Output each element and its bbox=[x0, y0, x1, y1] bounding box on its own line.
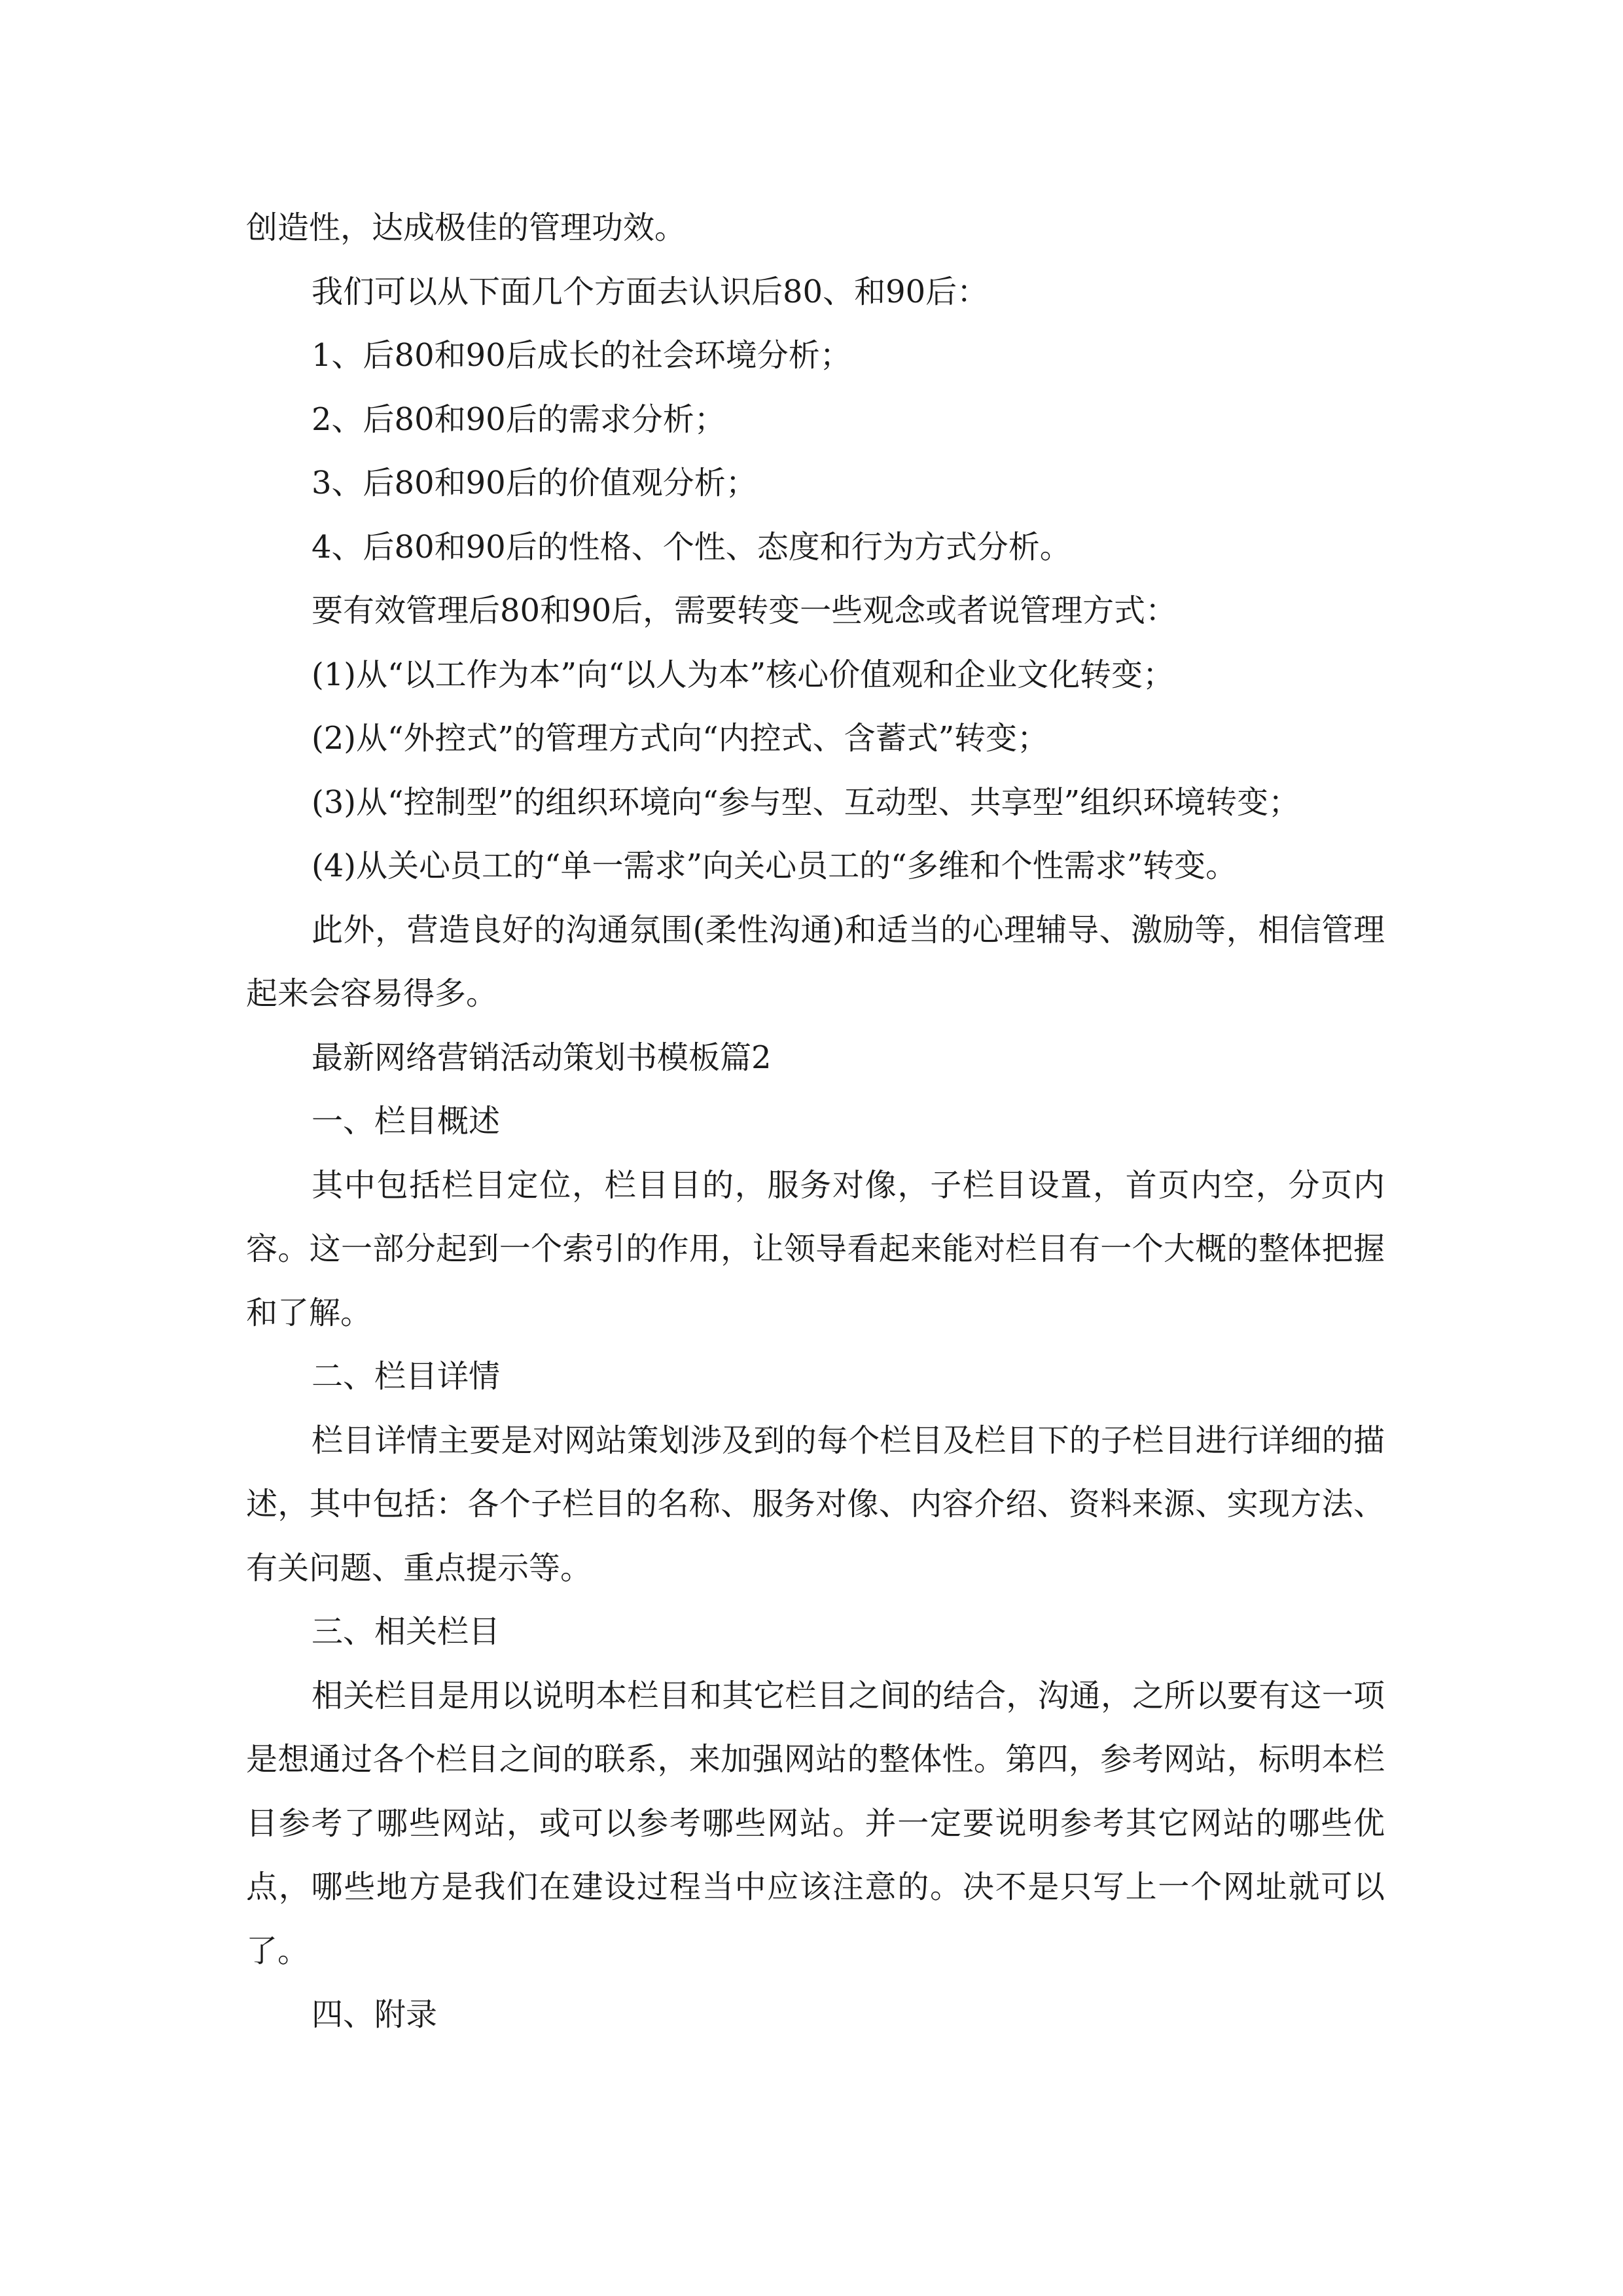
numbered-item-2: (2)从“外控式”的管理方式向“内控式、含蓄式”转变； bbox=[312, 720, 1049, 757]
list-item-4: 4、后80和90后的性格、个性、态度和行为方式分析。 bbox=[312, 528, 1071, 565]
paragraph-5: 其中包括栏目定位，栏目目的，服务对像，子栏目设置，首页内空，分页内容。这一部分起到一个索引的作用，让领导看起来能对栏目有一个大概的整体把握和了解。 bbox=[246, 1166, 1385, 1331]
heading-3: 三、相关栏目 bbox=[312, 1613, 501, 1650]
document-body bbox=[246, 196, 1385, 2047]
numbered-item-1: (1)从“以工作为本”向“以人为本”核心价值观和企业文化转变； bbox=[312, 656, 1175, 693]
paragraph-2: 我们可以从下面几个方面去认识后80、和90后： bbox=[312, 273, 989, 310]
heading-1: 一、栏目概述 bbox=[312, 1103, 501, 1139]
paragraph-6: 栏目详情主要是对网站策划涉及到的每个栏目及栏目下的子栏目进行详细的描述，其中包括：各个子栏目的名称、服务对像、内容介绍、资料来源、实现方法、有关问题、重点提示等。 bbox=[246, 1422, 1385, 1587]
paragraph-4: 此外，营造良好的沟通氛围(柔性沟通)和适当的心理辅导、激励等，相信管理起来会容易得多。 bbox=[246, 911, 1385, 1012]
heading-2: 二、栏目详情 bbox=[312, 1358, 501, 1395]
list-item-2: 2、后80和90后的需求分析； bbox=[312, 401, 726, 438]
paragraph-3: 要有效管理后80和90后，需要转变一些观念或者说管理方式： bbox=[312, 592, 1177, 629]
heading-4: 四、附录 bbox=[312, 1996, 438, 2033]
list-item-1: 1、后80和90后成长的社会环境分析； bbox=[312, 337, 851, 374]
section-title: 最新网络营销活动策划书模板篇2 bbox=[312, 1039, 772, 1076]
numbered-item-4: (4)从关心员工的“单一需求”向关心员工的“多维和个性需求”转变。 bbox=[312, 848, 1238, 884]
list-item-3: 3、后80和90后的价值观分析； bbox=[312, 465, 757, 501]
paragraph-7: 相关栏目是用以说明本栏目和其它栏目之间的结合，沟通，之所以要有这一项是想通过各个栏目之间的联系，来加强网站的整体性。第四，参考网站，标明本栏目参考了哪些网站，或可以参考哪些网站。并一定要说明参考其它网站的哪些优点，哪些地方是我们在建设过程当中应该注意的。决不是只写上一个网址就可以了。 bbox=[246, 1677, 1385, 1969]
paragraph-1: 创造性，达成极佳的管理功效。 bbox=[246, 209, 687, 246]
numbered-item-3: (3)从“控制型”的组织环境向“参与型、互动型、共享型”组织环境转变； bbox=[312, 783, 1300, 821]
